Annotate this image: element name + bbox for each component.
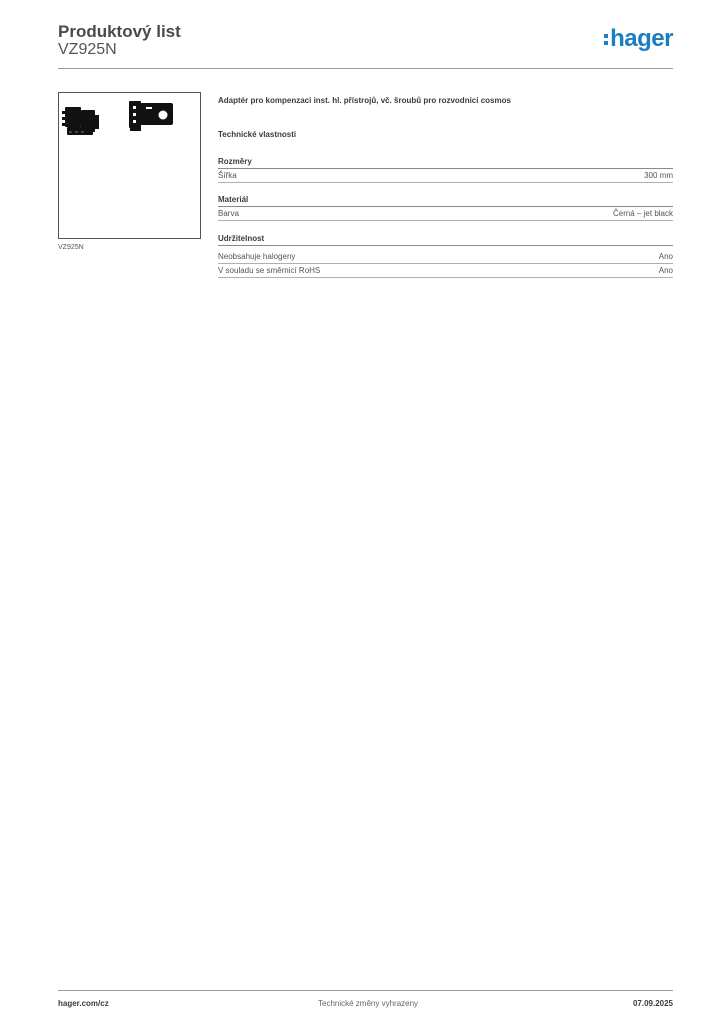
row-divider <box>218 182 673 183</box>
logo-dots-icon <box>604 34 608 45</box>
document-title: Produktový list <box>58 22 181 41</box>
product-code: VZ925N <box>58 41 117 58</box>
page-header <box>58 22 673 68</box>
section-title: Technické vlastnosti <box>218 130 297 139</box>
property-value: Ano <box>658 266 673 275</box>
logo-wordmark: hager <box>610 25 673 52</box>
property-row <box>218 252 673 263</box>
product-description: Adaptér pro kompenzaci inst. hl. přístrojů, vč. šroubů pro rozvodnici cosmos <box>218 96 511 105</box>
property-value: 300 mm <box>644 171 673 180</box>
hager-logo <box>604 26 673 52</box>
property-row <box>218 209 673 220</box>
group-divider <box>218 168 673 169</box>
row-divider <box>218 277 673 278</box>
property-name: Barva <box>218 209 239 218</box>
group-title-sustainability: Udržitelnost <box>218 234 265 243</box>
header-divider <box>58 68 673 69</box>
product-details <box>218 96 673 275</box>
property-value: Černá – jet black <box>612 209 673 218</box>
footer-divider <box>58 990 673 991</box>
footer-note: Technické změny vyhrazeny <box>318 999 419 1008</box>
property-row <box>218 266 673 277</box>
image-caption: VZ925N <box>58 244 84 251</box>
group-title-material: Materiál <box>218 195 249 204</box>
group-divider <box>218 245 673 246</box>
property-name: Neobsahuje halogeny <box>218 252 296 261</box>
product-image <box>58 92 201 239</box>
property-row <box>218 171 673 182</box>
row-divider <box>218 220 673 221</box>
footer-date: 07.09.2025 <box>632 999 673 1008</box>
group-divider <box>218 206 673 207</box>
adapter-product-icon <box>59 93 200 238</box>
footer-website-link[interactable]: hager.com/cz <box>58 999 109 1008</box>
property-name: V souladu se směrnicí RoHS <box>218 266 321 275</box>
group-title-dimensions: Rozměry <box>218 157 252 166</box>
property-value: Ano <box>658 252 673 261</box>
row-divider <box>218 263 673 264</box>
property-name: Šířka <box>218 171 237 180</box>
